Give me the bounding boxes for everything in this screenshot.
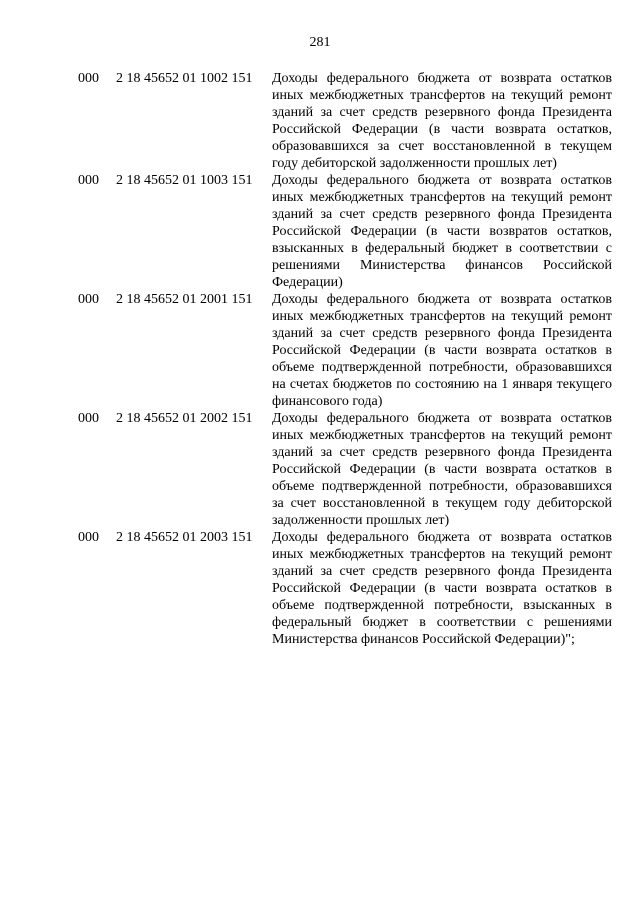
income-description: Доходы федерального бюджета от возврата остатков иных межбюджетных трансфертов на текущий ремонт зданий за счет средств резервного фонда Президента Российской Федерации (в части возврата остатков в объеме подтвержденной потребности, образовавшихся за счет восстановленной в текущем году дебиторской задолженности прошлых лет) <box>272 411 612 528</box>
budget-classification-code: 2 18 45652 01 1003 151 <box>116 173 253 188</box>
budget-code-table <box>78 70 616 648</box>
income-description: Доходы федерального бюджета от возврата остатков иных межбюджетных трансфертов на текущий ремонт зданий за счет средств резервного фонда Президента Российской Федерации (в части возвратов остатков, взысканных в федеральный бюджет в соответствии с решениями Министерства финансов Российской Федерации) <box>272 173 612 290</box>
budget-classification-code: 2 18 45652 01 2003 151 <box>116 530 253 545</box>
admin-code: 000 <box>78 292 99 307</box>
budget-classification-code: 2 18 45652 01 2002 151 <box>116 411 253 426</box>
income-description: Доходы федерального бюджета от возврата остатков иных межбюджетных трансфертов на текущий ремонт зданий за счет средств резервного фонда Президента Российской Федерации (в части возврата остатков в объеме подтвержденной потребности, взысканных в федеральный бюджет в соответствии с решениями Министерства финансов Российской Федерации)"; <box>272 530 612 647</box>
admin-code: 000 <box>78 173 99 188</box>
admin-code: 000 <box>78 530 99 545</box>
page-number: 281 <box>309 35 331 50</box>
table-row <box>78 70 616 172</box>
admin-code: 000 <box>78 71 99 86</box>
table-row <box>78 529 616 648</box>
table-row <box>78 410 616 529</box>
table-row <box>78 291 616 410</box>
income-description: Доходы федерального бюджета от возврата остатков иных межбюджетных трансфертов на текущий ремонт зданий за счет средств резервного фонда Президента Российской Федерации (в части возврата остатков в объеме подтвержденной потребности, образовавшихся на счетах бюджетов по состоянию на 1 января текущего финансового года) <box>272 292 612 409</box>
budget-classification-code: 2 18 45652 01 2001 151 <box>116 292 253 307</box>
admin-code: 000 <box>78 411 99 426</box>
income-description: Доходы федерального бюджета от возврата остатков иных межбюджетных трансфертов на текущий ремонт зданий за счет средств резервного фонда Президента Российской Федерации (в части возврата остатков, образовавшихся за счет восстановленной в текущем году дебиторской задолженности прошлых лет) <box>272 71 612 171</box>
budget-classification-code: 2 18 45652 01 1002 151 <box>116 71 253 86</box>
table-row <box>78 172 616 291</box>
